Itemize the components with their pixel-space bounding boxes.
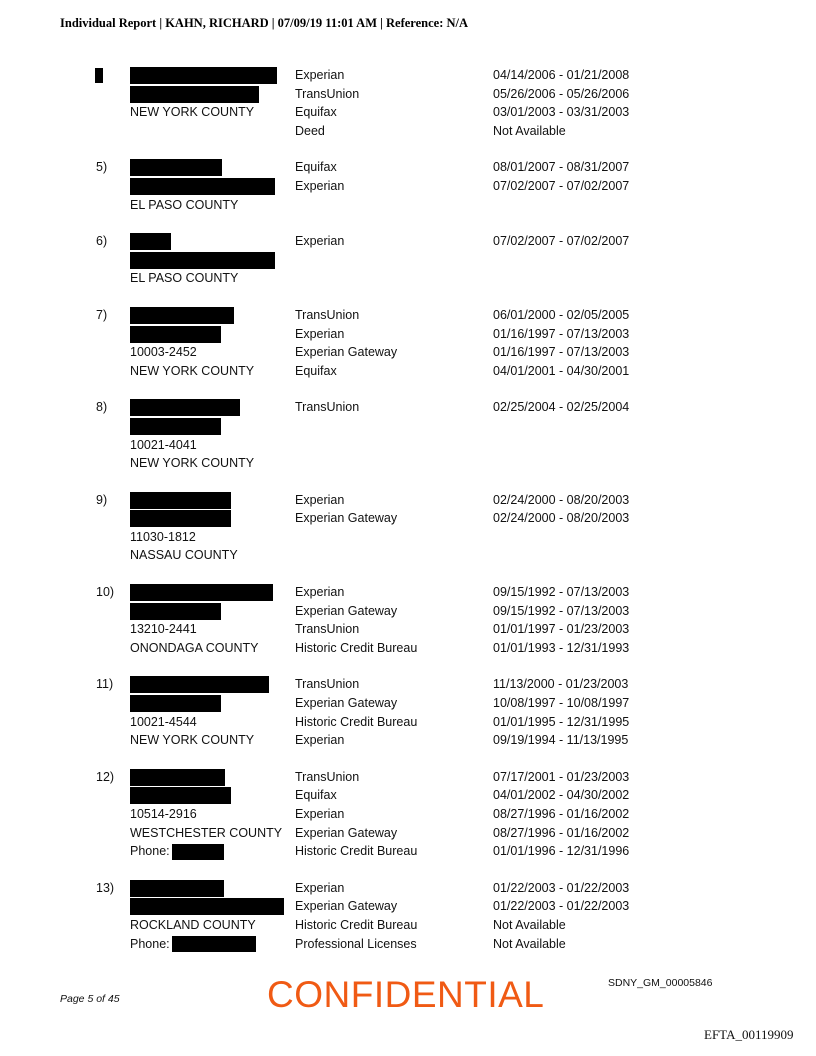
dates-column xyxy=(493,158,629,195)
redaction-bar xyxy=(130,603,221,620)
date-range: 01/16/1997 - 07/13/2003 xyxy=(493,345,630,360)
address-line xyxy=(130,916,290,935)
sources-column xyxy=(295,768,417,861)
sources-column xyxy=(295,398,359,417)
source-name: Experian xyxy=(295,326,345,341)
date-range: 01/22/2003 - 01/22/2003 xyxy=(493,880,630,895)
date-range: 01/01/1993 - 12/31/1993 xyxy=(493,640,630,655)
source-name: Equifax xyxy=(295,363,337,378)
address-block xyxy=(130,768,290,861)
redaction-bar xyxy=(130,326,221,343)
address-line xyxy=(130,122,290,141)
address-line xyxy=(130,177,290,196)
source-name: TransUnion xyxy=(295,677,360,692)
source-name: TransUnion xyxy=(295,622,360,637)
address-line xyxy=(130,768,290,787)
redaction-bar xyxy=(130,676,269,693)
address-line xyxy=(130,362,290,381)
address-line xyxy=(130,398,290,417)
address-line xyxy=(130,935,290,954)
date-range: 01/01/1997 - 01/23/2003 xyxy=(493,622,630,637)
source-name: Equifax xyxy=(295,105,337,120)
redaction-bar xyxy=(130,898,284,915)
entry-number: 9) xyxy=(96,492,108,507)
address-text: NEW YORK COUNTY xyxy=(130,456,255,471)
dates-column xyxy=(493,879,629,953)
source-name: TransUnion xyxy=(295,307,360,322)
address-text: NEW YORK COUNTY xyxy=(130,363,255,378)
sources-column xyxy=(295,491,397,528)
dates-column xyxy=(493,398,629,417)
address-line xyxy=(130,528,290,547)
date-range: 07/17/2001 - 01/23/2003 xyxy=(493,769,630,784)
address-block xyxy=(130,491,290,565)
date-range: 01/16/1997 - 07/13/2003 xyxy=(493,326,630,341)
redaction-bar xyxy=(172,844,224,860)
date-range: 04/01/2002 - 04/30/2002 xyxy=(493,788,630,803)
address-entry xyxy=(0,158,816,214)
address-block xyxy=(130,232,290,288)
address-block xyxy=(130,398,290,472)
source-name: Equifax xyxy=(295,788,337,803)
bates-number: SDNY_GM_00005846 xyxy=(608,977,713,989)
redaction-bar xyxy=(130,787,231,804)
redaction-bar xyxy=(130,159,222,176)
dates-column xyxy=(493,306,629,380)
address-text: 10021-4544 xyxy=(130,714,197,729)
source-name: Professional Licenses xyxy=(295,936,417,951)
address-line xyxy=(130,158,290,177)
source-name: Equifax xyxy=(295,160,337,175)
date-range: 05/26/2006 - 05/26/2006 xyxy=(493,86,630,101)
source-name: TransUnion xyxy=(295,769,360,784)
entry-number: 10) xyxy=(96,585,115,600)
entry-number: 8) xyxy=(96,400,108,415)
address-line xyxy=(130,879,290,898)
address-text: NEW YORK COUNTY xyxy=(130,733,255,748)
date-range: 01/22/2003 - 01/22/2003 xyxy=(493,899,630,914)
address-line xyxy=(130,786,290,805)
address-line xyxy=(130,325,290,344)
address-entry xyxy=(0,879,816,953)
address-text: EL PASO COUNTY xyxy=(130,197,239,212)
dates-column xyxy=(493,768,629,861)
address-line xyxy=(130,583,290,602)
date-range: 01/01/1996 - 12/31/1996 xyxy=(493,844,630,859)
dates-column xyxy=(493,232,629,251)
source-name: Experian xyxy=(295,880,345,895)
address-text: Phone: xyxy=(130,844,170,859)
address-text: NEW YORK COUNTY xyxy=(130,105,255,120)
source-name: Experian Gateway xyxy=(295,511,398,526)
redaction-bar xyxy=(130,307,234,324)
address-text: 13210-2441 xyxy=(130,622,197,637)
entry-number: 12) xyxy=(96,769,115,784)
address-entry xyxy=(0,491,816,565)
address-entry xyxy=(0,398,816,472)
address-line xyxy=(130,731,290,750)
address-line xyxy=(130,66,290,85)
source-name: TransUnion xyxy=(295,86,360,101)
date-range: 03/01/2003 - 03/31/2003 xyxy=(493,105,630,120)
source-name: Experian xyxy=(295,178,345,193)
address-text: ONONDAGA COUNTY xyxy=(130,640,259,655)
address-line xyxy=(130,85,290,104)
source-name: Experian xyxy=(295,585,345,600)
address-entry xyxy=(0,306,816,380)
address-line xyxy=(130,824,290,843)
address-line xyxy=(130,196,290,215)
redaction-bar xyxy=(130,178,275,195)
redaction-bar xyxy=(130,584,273,601)
redaction-bar xyxy=(130,880,224,897)
sources-column xyxy=(295,66,359,140)
address-line xyxy=(130,897,290,916)
address-line xyxy=(130,713,290,732)
source-name: Experian Gateway xyxy=(295,345,398,360)
source-name: Historic Credit Bureau xyxy=(295,844,418,859)
entry-number: 5) xyxy=(96,160,108,175)
address-text: ROCKLAND COUNTY xyxy=(130,917,256,932)
source-name: Historic Credit Bureau xyxy=(295,640,418,655)
address-entry xyxy=(0,66,816,140)
sources-column xyxy=(295,232,344,251)
address-line xyxy=(130,306,290,325)
address-line xyxy=(130,343,290,362)
sources-column xyxy=(295,879,417,953)
redaction-bar xyxy=(130,233,171,250)
address-text: 10021-4041 xyxy=(130,437,197,452)
address-line xyxy=(130,436,290,455)
address-block xyxy=(130,66,290,140)
address-text: 11030-1812 xyxy=(130,529,196,544)
date-range: 02/24/2000 - 08/20/2003 xyxy=(493,492,630,507)
date-range: 04/01/2001 - 04/30/2001 xyxy=(493,363,630,378)
date-range: 11/13/2000 - 01/23/2003 xyxy=(493,677,629,692)
address-line xyxy=(130,620,290,639)
address-line xyxy=(130,694,290,713)
date-range: 10/08/1997 - 10/08/1997 xyxy=(493,696,630,711)
source-name: Historic Credit Bureau xyxy=(295,917,418,932)
source-name: Experian xyxy=(295,492,345,507)
address-line xyxy=(130,805,290,824)
date-range: Not Available xyxy=(493,936,566,951)
source-name: Experian xyxy=(295,807,345,821)
address-line xyxy=(130,269,290,288)
redaction-bar xyxy=(130,418,221,435)
address-entry xyxy=(0,583,816,657)
redaction-bar xyxy=(172,936,256,952)
source-name: Experian Gateway xyxy=(295,899,398,914)
address-text: EL PASO COUNTY xyxy=(130,271,239,286)
address-entry xyxy=(0,232,816,288)
sources-column xyxy=(295,675,417,749)
address-text: NASSAU COUNTY xyxy=(130,548,238,563)
date-range: 08/27/1996 - 01/16/2002 xyxy=(493,825,630,840)
source-name: Experian xyxy=(295,733,345,748)
date-range: Not Available xyxy=(493,917,566,932)
entry-number: 7) xyxy=(96,307,108,322)
address-line xyxy=(130,232,290,251)
source-name: Historic Credit Bureau xyxy=(295,714,418,729)
sources-column xyxy=(295,306,397,380)
address-text: 10514-2916 xyxy=(130,807,197,821)
date-range: 09/15/1992 - 07/13/2003 xyxy=(493,603,630,618)
redaction-bar xyxy=(130,252,275,269)
date-range: 01/01/1995 - 12/31/1995 xyxy=(493,714,630,729)
source-name: Deed xyxy=(295,123,325,138)
address-entry xyxy=(0,675,816,749)
source-name: Experian xyxy=(295,68,345,82)
date-range: 07/02/2007 - 07/02/2007 xyxy=(493,178,630,193)
address-block xyxy=(130,675,290,749)
date-range: 04/14/2006 - 01/21/2008 xyxy=(493,68,630,82)
address-line xyxy=(130,639,290,658)
address-line xyxy=(130,417,290,436)
address-line xyxy=(130,675,290,694)
report-header: Individual Report | KAHN, RICHARD | 07/09/19 11:01 AM | Reference: N/A xyxy=(60,16,469,30)
address-block xyxy=(130,306,290,380)
dates-column xyxy=(493,66,629,140)
date-range: Not Available xyxy=(493,123,566,138)
source-name: Experian Gateway xyxy=(295,696,398,711)
source-name: Experian Gateway xyxy=(295,825,398,840)
source-name: Experian xyxy=(295,234,345,249)
address-line xyxy=(130,509,290,528)
address-text: 10003-2452 xyxy=(130,345,197,360)
source-name: Experian Gateway xyxy=(295,603,398,618)
date-range: 08/27/1996 - 01/16/2002 xyxy=(493,807,630,821)
redaction-bar xyxy=(130,86,259,103)
redaction-bar xyxy=(95,68,103,83)
entry-number: 6) xyxy=(96,234,108,249)
address-line xyxy=(130,842,290,861)
date-range: 02/25/2004 - 02/25/2004 xyxy=(493,400,630,415)
sources-column xyxy=(295,583,417,657)
date-range: 08/01/2007 - 08/31/2007 xyxy=(493,160,630,175)
redaction-bar xyxy=(130,510,231,527)
redaction-bar xyxy=(130,769,225,786)
address-text: Phone: xyxy=(130,936,170,951)
entry-number: 11) xyxy=(96,677,114,692)
date-range: 09/19/1994 - 11/13/1995 xyxy=(493,733,629,748)
dates-column xyxy=(493,675,629,749)
date-range: 02/24/2000 - 08/20/2003 xyxy=(493,511,630,526)
confidential-stamp: CONFIDENTIAL xyxy=(267,974,545,1015)
redaction-bar xyxy=(130,695,221,712)
redaction-bar xyxy=(130,399,240,416)
entry-number: 13) xyxy=(96,880,115,895)
date-range: 09/15/1992 - 07/13/2003 xyxy=(493,585,630,600)
address-line xyxy=(130,491,290,510)
dates-column xyxy=(493,491,629,528)
dates-column xyxy=(493,583,629,657)
date-range: 06/01/2000 - 02/05/2005 xyxy=(493,307,630,322)
date-range: 07/02/2007 - 07/02/2007 xyxy=(493,234,630,249)
efta-number: EFTA_00119909 xyxy=(704,1027,794,1042)
redaction-bar xyxy=(130,492,231,509)
address-block xyxy=(130,158,290,214)
source-name: TransUnion xyxy=(295,400,360,415)
page-number: Page 5 of 45 xyxy=(60,993,120,1005)
address-history-list xyxy=(0,66,816,971)
address-line xyxy=(130,454,290,473)
address-text: WESTCHESTER COUNTY xyxy=(130,825,283,840)
address-line xyxy=(130,546,290,565)
sources-column xyxy=(295,158,344,195)
address-entry xyxy=(0,768,816,861)
address-line xyxy=(130,602,290,621)
address-block xyxy=(130,879,290,953)
address-block xyxy=(130,583,290,657)
redaction-bar xyxy=(130,67,277,84)
address-line xyxy=(130,251,290,270)
address-line xyxy=(130,103,290,122)
